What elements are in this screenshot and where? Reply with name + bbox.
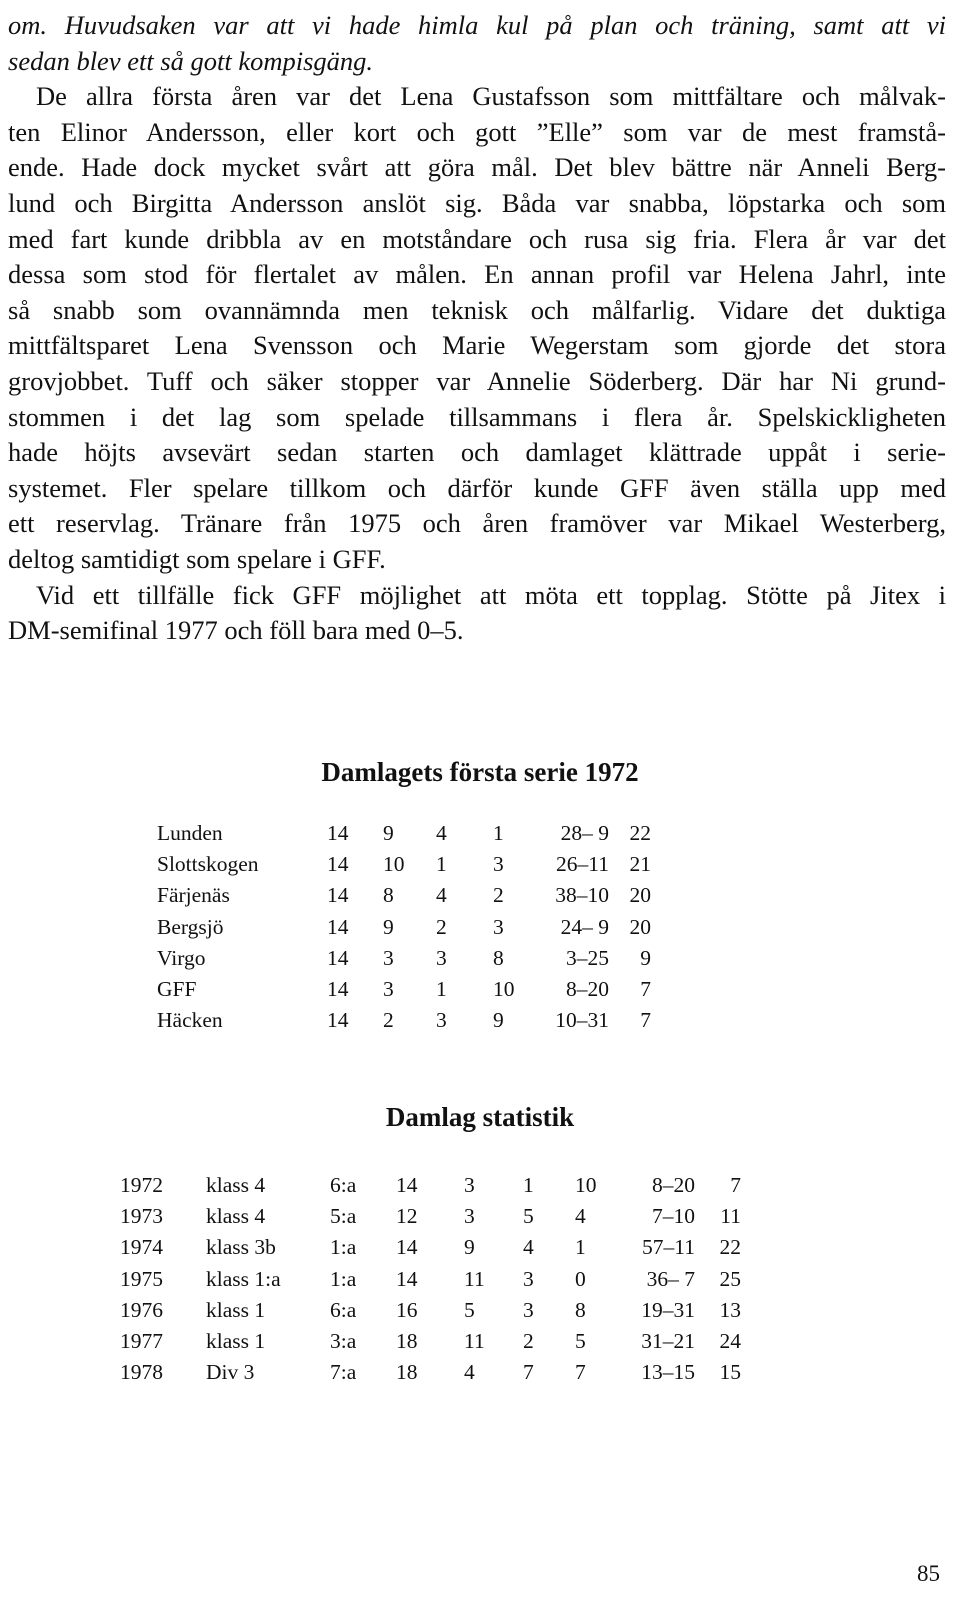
table-cell: 1973 [120, 1204, 163, 1229]
stats-table [120, 1170, 741, 1388]
table-cell: 21 [629, 852, 651, 877]
text-line: lund och Birgitta Andersson anslöt sig. Båda var snabba, löpstarka och som [8, 187, 946, 218]
table-cell: 4 [464, 1360, 475, 1385]
table-cell: 4 [575, 1204, 586, 1229]
table-cell: 10 [383, 852, 405, 877]
table-cell: 9 [640, 945, 651, 970]
table-cell: 1 [436, 852, 447, 877]
table-cell: 24– 9 [560, 914, 609, 939]
table-cell: 1977 [120, 1329, 163, 1354]
table-cell: Lunden [157, 821, 223, 845]
table-cell: 14 [327, 945, 349, 970]
table-cell: 7 [523, 1360, 534, 1385]
table-cell: 1975 [120, 1266, 163, 1291]
table-cell: 8–20 [566, 977, 609, 1002]
table-cell: 5:a [330, 1204, 357, 1229]
table-cell: 3 [523, 1266, 534, 1291]
table-cell: 8 [493, 945, 504, 970]
table-cell: 14 [327, 1008, 349, 1033]
text-line: deltog samtidigt som spelare i GFF. [8, 543, 386, 574]
text-line: grovjobbet. Tuff och säker stopper var Annelie Söderberg. Där har Ni grund- [8, 365, 946, 396]
table-cell: 1976 [120, 1297, 163, 1322]
table-cell: 9 [383, 821, 394, 845]
text-line: DM-semifinal 1977 och föll bara med 0–5. [8, 615, 464, 646]
table-cell: 14 [327, 977, 349, 1002]
table-cell: 18 [396, 1360, 418, 1385]
stats-row [120, 1201, 741, 1232]
text-line: ende. Hade dock mycket svårt att göra mål. Det blev bättre när Anneli Berg- [8, 152, 946, 183]
table-cell: 5 [464, 1297, 475, 1322]
table-cell: 1:a [330, 1266, 357, 1291]
table-cell: 14 [396, 1173, 418, 1197]
table-cell: 12 [396, 1204, 418, 1229]
table-cell: 57–11 [642, 1235, 695, 1260]
table-cell: 11 [464, 1329, 485, 1354]
text-line: ten Elinor Andersson, eller kort och gott ”Elle” som var de mest framstå- [8, 116, 946, 147]
league-table-title: Damlagets första serie 1972 [321, 757, 639, 787]
table-cell: klass 4 [206, 1204, 266, 1229]
text-line: mittfältsparet Lena Svensson och Marie Wegerstam som gjorde det stora [8, 330, 946, 361]
table-cell: klass 3b [206, 1235, 276, 1260]
table-cell: 1974 [120, 1235, 163, 1260]
league-row [157, 1005, 651, 1036]
text-line: ett reservlag. Tränare från 1975 och åren framöver var Mikael Westerberg, [8, 508, 946, 539]
table-cell: 3 [383, 945, 394, 970]
table-cell: 8 [575, 1297, 586, 1322]
stats-row [120, 1264, 741, 1295]
table-cell: 13–15 [641, 1360, 695, 1385]
text-line: Vid ett tillfälle fick GFF möjlighet att möta ett topplag. Stötte på Jitex i [36, 579, 946, 610]
table-cell: 1 [575, 1235, 586, 1260]
stats-row [120, 1326, 741, 1357]
league-row [157, 974, 651, 1005]
table-cell: Div 3 [206, 1360, 255, 1385]
table-cell: klass 4 [206, 1173, 266, 1197]
table-cell: 7 [640, 1008, 651, 1033]
table-cell: 6:a [330, 1297, 357, 1322]
table-cell: 1972 [120, 1173, 163, 1197]
text-line: sedan blev ett så gott kompisgäng. [8, 45, 374, 76]
table-cell: 14 [327, 821, 349, 845]
text-line: stommen i det lag som spelade tillsammans i flera år. Spelskickligheten [8, 401, 946, 432]
table-cell: 28– 9 [560, 821, 609, 845]
page-number: 85 [917, 1561, 940, 1586]
table-cell: 1:a [330, 1235, 357, 1260]
table-cell: 8–20 [652, 1173, 695, 1197]
table-cell: 22 [719, 1235, 741, 1260]
table-cell: 1 [436, 977, 447, 1002]
table-cell: 10 [575, 1173, 597, 1197]
table-cell: 16 [396, 1297, 418, 1322]
table-cell: Färjenäs [157, 883, 230, 908]
table-cell: 3 [436, 945, 447, 970]
table-cell: 6:a [330, 1173, 357, 1197]
table-cell: 20 [629, 914, 651, 939]
league-row [157, 943, 651, 974]
table-cell: klass 1 [206, 1329, 266, 1354]
table-cell: 36– 7 [646, 1266, 695, 1291]
table-cell: 0 [575, 1266, 586, 1291]
table-cell: 2 [493, 883, 504, 908]
table-cell: 3 [436, 1008, 447, 1033]
text-line: om. Huvudsaken var att vi hade himla kul på plan och träning, samt att vi [8, 10, 946, 40]
table-cell: 14 [396, 1235, 418, 1260]
text-line: med fart kunde dribbla av en motståndare och rusa sig fria. Flera år var det [8, 223, 946, 254]
table-cell: 3:a [330, 1329, 357, 1354]
table-cell: 5 [523, 1204, 534, 1229]
table-cell: 11 [464, 1266, 485, 1291]
table-cell: 24 [719, 1329, 741, 1354]
table-cell: 7 [640, 977, 651, 1002]
table-cell: 22 [629, 821, 651, 845]
table-cell: 3 [493, 914, 504, 939]
table-cell: 7–10 [652, 1204, 695, 1229]
table-cell: 14 [327, 852, 349, 877]
table-cell: 13 [719, 1297, 741, 1322]
table-cell: 4 [523, 1235, 534, 1260]
table-cell: 3 [383, 977, 394, 1002]
table-cell: 8 [383, 883, 394, 908]
league-row [157, 880, 651, 911]
body-text [8, 8, 946, 649]
table-cell: Bergsjö [157, 914, 224, 939]
table-cell: 25 [719, 1266, 741, 1291]
league-table [157, 818, 651, 1036]
stats-table-title: Damlag statistik [385, 1102, 575, 1132]
league-row [157, 912, 651, 943]
table-cell: 3–25 [566, 945, 609, 970]
table-cell: 4 [436, 821, 447, 845]
table-cell: 1 [523, 1173, 534, 1197]
table-cell: 10 [493, 977, 515, 1002]
table-cell: 14 [327, 883, 349, 908]
text-line: hade höjts avsevärt sedan starten och damlaget klättrade uppåt i serie- [8, 437, 946, 468]
stats-row [120, 1232, 741, 1263]
table-cell: 10–31 [555, 1008, 609, 1033]
league-row [157, 849, 651, 880]
table-cell: 26–11 [556, 852, 609, 877]
table-cell: GFF [157, 977, 197, 1002]
table-cell: 15 [719, 1360, 741, 1385]
table-cell: 9 [493, 1008, 504, 1033]
table-cell: 7 [575, 1360, 586, 1385]
table-cell: klass 1:a [206, 1266, 281, 1291]
table-cell: 1978 [120, 1360, 163, 1385]
table-cell: Virgo [157, 945, 206, 970]
table-cell: Slottskogen [157, 852, 259, 877]
table-cell: 7 [730, 1173, 741, 1197]
text-line: systemet. Fler spelare tillkom och därför kunde GFF även ställa upp med [8, 472, 946, 503]
text-line: De allra första åren var det Lena Gustafsson som mittfältare och målvak- [36, 81, 946, 112]
table-cell: 18 [396, 1329, 418, 1354]
table-cell: 31–21 [641, 1329, 695, 1354]
text-line: så snabb som ovannämnda men teknisk och målfarlig. Vidare det duktiga [8, 294, 946, 325]
table-cell: Häcken [157, 1008, 223, 1033]
table-cell: 9 [464, 1235, 475, 1260]
table-cell: 20 [629, 883, 651, 908]
table-cell: 5 [575, 1329, 586, 1354]
table-cell: 7:a [330, 1360, 357, 1385]
table-cell: 14 [327, 914, 349, 939]
table-cell: 4 [436, 883, 447, 908]
table-cell: 3 [464, 1173, 475, 1197]
stats-row [120, 1357, 741, 1388]
table-cell: 3 [523, 1297, 534, 1322]
table-cell: 3 [493, 852, 504, 877]
text-line: dessa som stod för flertalet av målen. En annan profil var Helena Jahrl, inte [8, 259, 946, 290]
stats-row [120, 1170, 741, 1201]
table-cell: 11 [720, 1204, 741, 1229]
league-row [157, 818, 651, 849]
table-cell: 9 [383, 914, 394, 939]
table-cell: 2 [523, 1329, 534, 1354]
table-cell: klass 1 [206, 1297, 266, 1322]
table-cell: 38–10 [555, 883, 609, 908]
table-cell: 3 [464, 1204, 475, 1229]
table-cell: 2 [383, 1008, 394, 1033]
stats-row [120, 1295, 741, 1326]
table-cell: 14 [396, 1266, 418, 1291]
table-cell: 2 [436, 914, 447, 939]
table-cell: 1 [493, 821, 504, 845]
table-cell: 19–31 [641, 1297, 695, 1322]
